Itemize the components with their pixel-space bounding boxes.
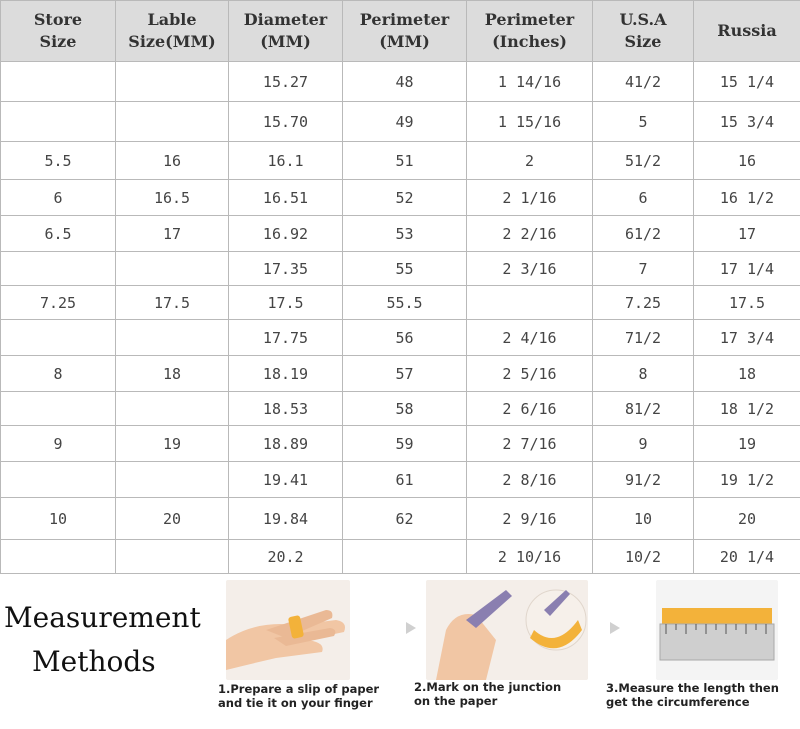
table-cell xyxy=(116,540,229,574)
table-cell: 2 1/16 xyxy=(467,180,593,216)
column-header-5 xyxy=(593,1,694,62)
column-header-line: Store xyxy=(33,10,83,29)
table-row xyxy=(1,216,800,252)
column-header-line: U.S.A xyxy=(619,10,667,29)
step-2-caption-line-1: 2.Mark on the junction xyxy=(414,680,562,694)
table-cell xyxy=(1,392,116,426)
arrow-right-icon xyxy=(610,622,620,634)
step-3-caption-line-2: get the circumference xyxy=(606,695,750,709)
step-3-caption-line-1: 3.Measure the length then xyxy=(606,681,779,695)
table-cell: 2 4/16 xyxy=(467,320,593,356)
table-cell: 16 xyxy=(116,142,229,180)
column-header-line: Russia xyxy=(717,21,777,40)
table-row xyxy=(1,356,800,392)
table-cell xyxy=(467,286,593,320)
column-header-line: Size xyxy=(39,32,77,51)
table-cell: 2 6/16 xyxy=(467,392,593,426)
table-cell: 17.35 xyxy=(229,252,343,286)
table-cell: 61 xyxy=(343,462,467,498)
table-cell: 58 xyxy=(343,392,467,426)
column-header-6 xyxy=(694,1,800,62)
table-cell xyxy=(1,320,116,356)
table-cell xyxy=(1,62,116,102)
table-cell: 49 xyxy=(343,102,467,142)
table-cell: 5 xyxy=(593,102,694,142)
step-2-caption-line-2: on the paper xyxy=(414,694,498,708)
table-cell: 17 xyxy=(694,216,800,252)
arrow-right-icon xyxy=(406,622,416,634)
step-1-caption xyxy=(218,682,379,710)
table-cell: 17.5 xyxy=(229,286,343,320)
table-cell: 18 xyxy=(694,356,800,392)
table-cell: 61/2 xyxy=(593,216,694,252)
step-1-caption-line-2: and tie it on your finger xyxy=(218,696,373,710)
column-header-0 xyxy=(1,1,116,62)
table-cell: 9 xyxy=(1,426,116,462)
methods-title-line-2: Methods xyxy=(32,645,156,678)
column-header-line: (MM) xyxy=(260,32,311,51)
table-cell: 55 xyxy=(343,252,467,286)
table-row xyxy=(1,392,800,426)
column-header-line: Size xyxy=(624,32,662,51)
table-row xyxy=(1,498,800,540)
measurement-methods-section xyxy=(0,578,800,729)
table-cell: 7.25 xyxy=(1,286,116,320)
table-cell: 51/2 xyxy=(593,142,694,180)
column-header-line: Size(MM) xyxy=(128,32,216,51)
table-row xyxy=(1,320,800,356)
table-row xyxy=(1,102,800,142)
table-cell: 91/2 xyxy=(593,462,694,498)
column-header-1 xyxy=(116,1,229,62)
methods-title xyxy=(4,596,224,684)
table-cell: 8 xyxy=(593,356,694,392)
table-body xyxy=(1,62,800,574)
table-cell: 18 1/2 xyxy=(694,392,800,426)
table-header-row xyxy=(1,1,800,62)
table-cell: 17.5 xyxy=(116,286,229,320)
column-header-line: (MM) xyxy=(379,32,430,51)
table-cell: 48 xyxy=(343,62,467,102)
table-cell xyxy=(116,252,229,286)
table-row xyxy=(1,252,800,286)
table-cell: 17 1/4 xyxy=(694,252,800,286)
table-row xyxy=(1,286,800,320)
step-1-caption-line-1: 1.Prepare a slip of paper xyxy=(218,682,380,696)
column-header-line: Perimeter xyxy=(359,10,450,29)
table-cell: 2 9/16 xyxy=(467,498,593,540)
table-cell: 16.51 xyxy=(229,180,343,216)
table-cell: 7.25 xyxy=(593,286,694,320)
table-cell: 20.2 xyxy=(229,540,343,574)
table-cell: 2 10/16 xyxy=(467,540,593,574)
table-cell: 62 xyxy=(343,498,467,540)
column-header-line: Lable xyxy=(147,10,197,29)
table-cell: 2 3/16 xyxy=(467,252,593,286)
table-cell: 71/2 xyxy=(593,320,694,356)
column-header-line: Diameter xyxy=(243,10,328,29)
table-cell: 6.5 xyxy=(1,216,116,252)
table-cell: 20 xyxy=(116,498,229,540)
hand-with-paper-strip-icon xyxy=(226,580,350,680)
table-cell: 5.5 xyxy=(1,142,116,180)
table-cell: 41/2 xyxy=(593,62,694,102)
table-cell: 18.53 xyxy=(229,392,343,426)
table-cell: 18.89 xyxy=(229,426,343,462)
table-cell: 56 xyxy=(343,320,467,356)
table-cell: 20 xyxy=(694,498,800,540)
table-cell: 51 xyxy=(343,142,467,180)
table-cell xyxy=(1,252,116,286)
step-2-caption xyxy=(414,680,561,708)
table-row xyxy=(1,180,800,216)
column-header-3 xyxy=(343,1,467,62)
table-cell: 7 xyxy=(593,252,694,286)
table-cell: 57 xyxy=(343,356,467,392)
table-cell: 16.92 xyxy=(229,216,343,252)
table-cell: 6 xyxy=(1,180,116,216)
table-cell: 2 7/16 xyxy=(467,426,593,462)
column-header-2 xyxy=(229,1,343,62)
table-cell xyxy=(116,102,229,142)
table-row xyxy=(1,540,800,574)
table-cell: 15 1/4 xyxy=(694,62,800,102)
table-cell: 18 xyxy=(116,356,229,392)
table-cell: 2 2/16 xyxy=(467,216,593,252)
table-cell: 52 xyxy=(343,180,467,216)
table-cell: 15.70 xyxy=(229,102,343,142)
table-cell: 19 xyxy=(116,426,229,462)
table-cell: 15.27 xyxy=(229,62,343,102)
table-cell xyxy=(116,392,229,426)
table-cell: 17 xyxy=(116,216,229,252)
table-cell: 2 xyxy=(467,142,593,180)
table-cell: 16 1/2 xyxy=(694,180,800,216)
table-cell: 10 xyxy=(1,498,116,540)
table-cell: 15 3/4 xyxy=(694,102,800,142)
column-header-line: (Inches) xyxy=(492,32,567,51)
table-cell: 10 xyxy=(593,498,694,540)
table-cell: 2 5/16 xyxy=(467,356,593,392)
table-cell: 55.5 xyxy=(343,286,467,320)
table-cell: 19 xyxy=(694,426,800,462)
table-cell: 17.5 xyxy=(694,286,800,320)
table-cell: 16 xyxy=(694,142,800,180)
table-cell: 10/2 xyxy=(593,540,694,574)
table-cell: 17 3/4 xyxy=(694,320,800,356)
table-cell: 1 14/16 xyxy=(467,62,593,102)
table-cell xyxy=(116,320,229,356)
table-cell: 16.5 xyxy=(116,180,229,216)
table-cell xyxy=(343,540,467,574)
table-cell: 9 xyxy=(593,426,694,462)
table-cell: 6 xyxy=(593,180,694,216)
table-cell: 19 1/2 xyxy=(694,462,800,498)
table-cell xyxy=(1,102,116,142)
table-cell: 18.19 xyxy=(229,356,343,392)
column-header-line: Perimeter xyxy=(484,10,575,29)
table-cell: 59 xyxy=(343,426,467,462)
table-cell: 81/2 xyxy=(593,392,694,426)
table-cell: 1 15/16 xyxy=(467,102,593,142)
table-row xyxy=(1,426,800,462)
table-cell: 8 xyxy=(1,356,116,392)
table-row xyxy=(1,462,800,498)
table-cell: 2 8/16 xyxy=(467,462,593,498)
table-cell: 19.84 xyxy=(229,498,343,540)
table-cell xyxy=(1,462,116,498)
table-cell xyxy=(116,462,229,498)
ruler-measuring-strip-icon xyxy=(656,580,778,680)
column-header-4 xyxy=(467,1,593,62)
methods-title-line-1: Measurement xyxy=(4,601,201,634)
table-row xyxy=(1,62,800,102)
table-cell: 20 1/4 xyxy=(694,540,800,574)
table-cell: 16.1 xyxy=(229,142,343,180)
marking-paper-strip-icon xyxy=(426,580,588,680)
table-cell: 17.75 xyxy=(229,320,343,356)
table-cell xyxy=(116,62,229,102)
table-cell: 53 xyxy=(343,216,467,252)
step-3-caption xyxy=(606,681,779,709)
table-cell: 19.41 xyxy=(229,462,343,498)
table-row xyxy=(1,142,800,180)
table-cell xyxy=(1,540,116,574)
